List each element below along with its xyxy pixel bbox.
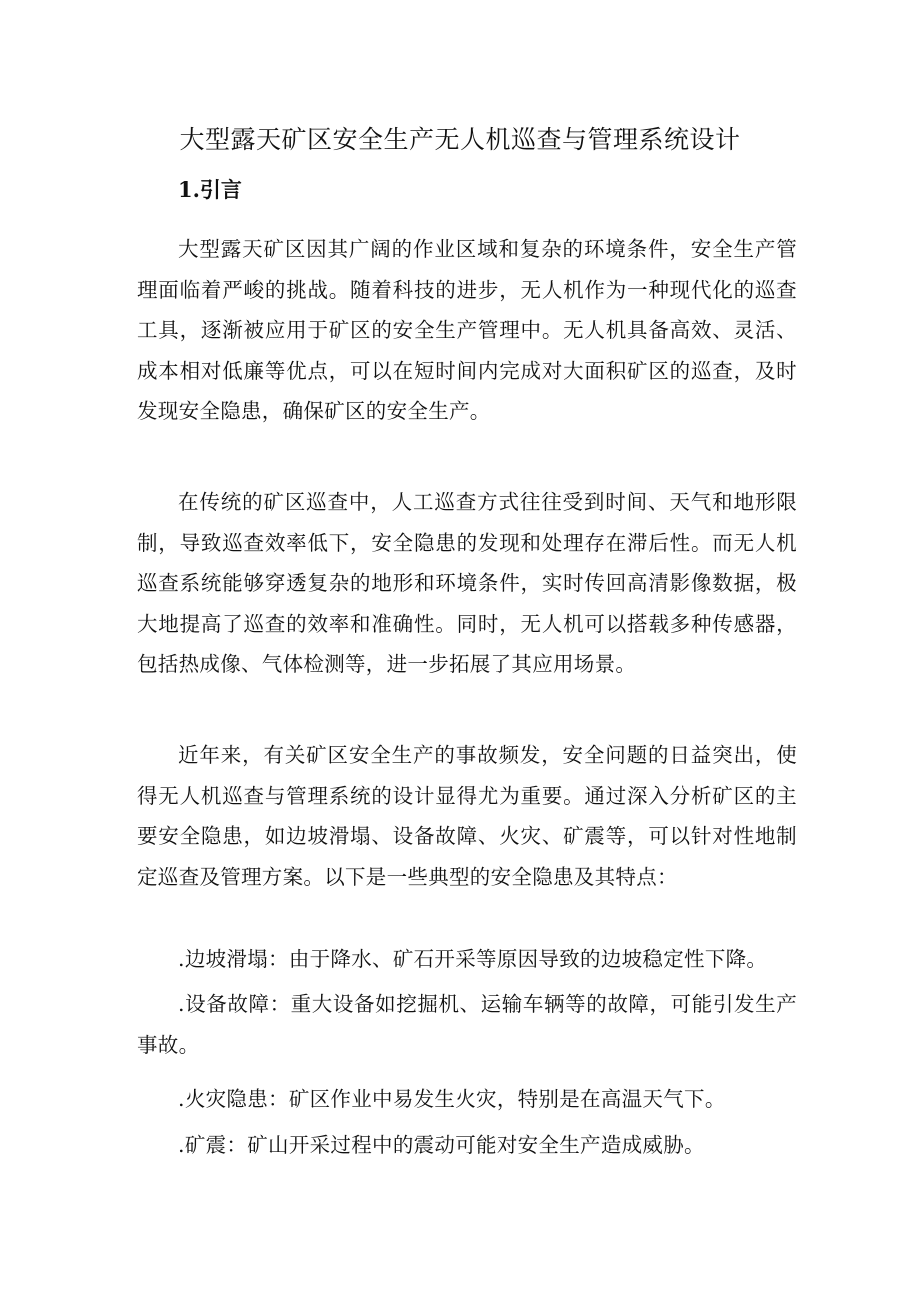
list-item-mine-tremor: .矿震：矿山开采过程中的震动可能对安全生产造成威胁。 <box>178 1133 705 1157</box>
section-heading-introduction: 1.引言 <box>178 177 242 202</box>
list-item-equipment-failure: .设备故障：重大设备如挖掘机、运输车辆等的故障，可能引发生产事故。 <box>137 992 797 1057</box>
paragraph-1: 大型露天矿区因其广阔的作业区域和复杂的环境条件，安全生产管理面临着严峻的挑战。随着科技的进步，无人机作为一种现代化的巡查工具，逐渐被应用于矿区的安全生产管理中。无人机具备高效、灵活、成本相对低廉等优点，可以在短时间内完成对大面积矿区的巡查，及时发现安全隐患，确保矿区的安全生产。 <box>137 237 797 424</box>
document-title: 大型露天矿区安全生产无人机巡查与管理系统设计 <box>179 125 741 154</box>
list-item-slope-collapse: .边坡滑塌：由于降水、矿石开采等原因导致的边坡稳定性下降。 <box>178 947 768 971</box>
list-item-fire-hazard: .火灾隐患：矿区作业中易发生火灾，特别是在高温天气下。 <box>178 1087 726 1111</box>
paragraph-3: 近年来，有关矿区安全生产的事故频发，安全问题的日益突出，使得无人机巡查与管理系统的设计显得尤为重要。通过深入分析矿区的主要安全隐患，如边坡滑塌、设备故障、火灾、矿震等，可以针对性地制定巡查及管理方案。以下是一些典型的安全隐患及其特点： <box>137 743 797 889</box>
paragraph-2: 在传统的矿区巡查中，人工巡查方式往往受到时间、天气和地形限制，导致巡查效率低下，安全隐患的发现和处理存在滞后性。而无人机巡查系统能够穿透复杂的地形和环境条件，实时传回高清影像数据，极大地提高了巡查的效率和准确性。同时，无人机可以搭载多种传感器，包括热成像、气体检测等，进一步拓展了其应用场景。 <box>137 490 797 677</box>
